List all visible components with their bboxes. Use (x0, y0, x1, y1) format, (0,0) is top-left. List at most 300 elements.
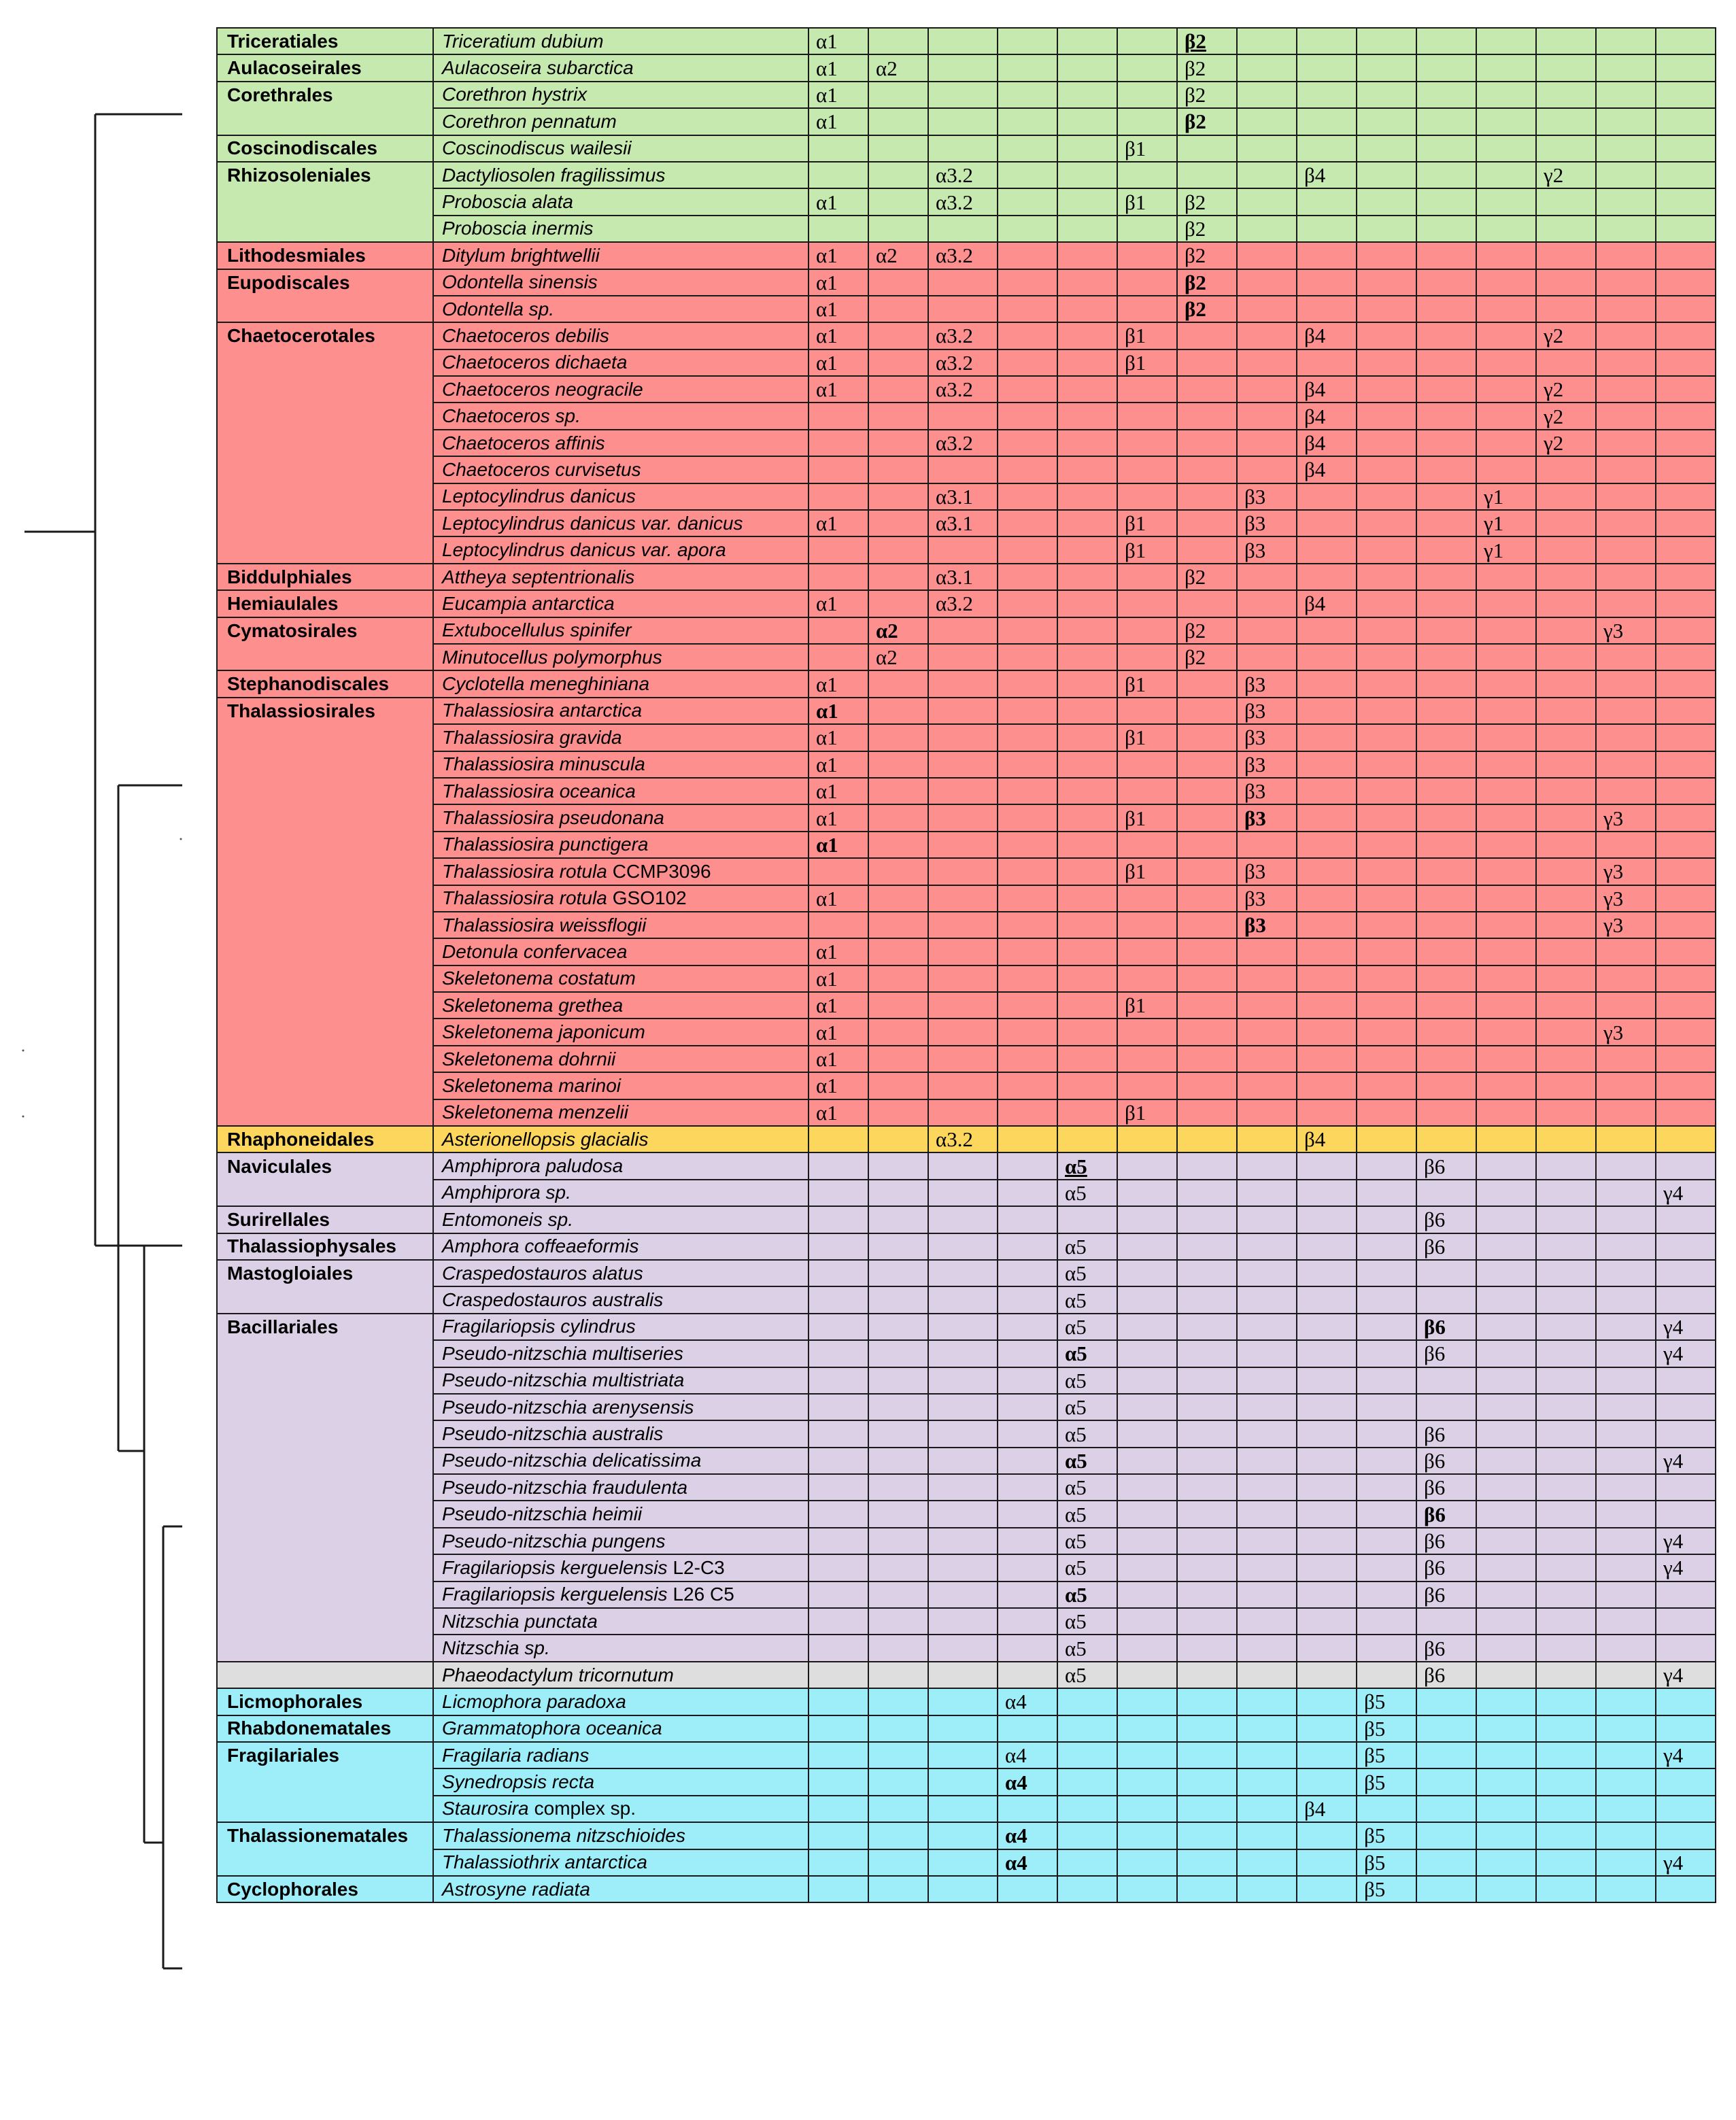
subunit-cell (1536, 536, 1596, 563)
subunit-cell (1237, 54, 1297, 81)
subunit-cell (1057, 804, 1117, 831)
subunit-cell (1297, 1448, 1357, 1474)
subunit-cell (868, 162, 928, 188)
subunit-cell (998, 698, 1057, 724)
subunit-cell: α4 (998, 1849, 1057, 1876)
subunit-cell (1297, 216, 1357, 242)
order-cell (217, 885, 433, 912)
subunit-cell (1536, 1715, 1596, 1742)
subunit-cell (1177, 162, 1237, 188)
table-row (217, 670, 1716, 697)
subunit-cell: α3.2 (928, 590, 998, 617)
subunit-cell: β6 (1416, 1528, 1476, 1554)
subunit-cell (868, 536, 928, 563)
subunit-cell (1357, 376, 1416, 403)
subunit-cell (809, 1474, 868, 1501)
subunit-cell (1656, 1286, 1716, 1313)
subunit-cell (1476, 1206, 1536, 1233)
subunit-cell (1117, 1742, 1177, 1768)
species-name: Pseudo-nitzschia australis (442, 1423, 664, 1444)
table-row (217, 1152, 1716, 1179)
subunit-cell (1596, 188, 1656, 215)
subunit-cell (868, 1072, 928, 1099)
subunit-cell (1476, 992, 1536, 1019)
subunit-cell (809, 1876, 868, 1902)
species-cell (433, 858, 809, 885)
subunit-cell (1117, 885, 1177, 912)
subunit-cell (1416, 1126, 1476, 1152)
subunit-cell (1656, 1501, 1716, 1527)
species-name: Chaetoceros debilis (442, 324, 609, 346)
subunit-cell (1416, 992, 1476, 1019)
table-row (217, 1768, 1716, 1795)
subunit-cell (1596, 590, 1656, 617)
order-cell: Mastogloiales (217, 1260, 433, 1286)
subunit-cell (998, 1019, 1057, 1045)
subunit-cell (928, 1394, 998, 1420)
subunit-cell (1416, 832, 1476, 858)
subunit-cell (1656, 536, 1716, 563)
subunit-cell (1596, 483, 1656, 510)
subunit-cell: α5 (1057, 1608, 1117, 1635)
subunit-cell (868, 456, 928, 483)
table-row (217, 885, 1716, 912)
subunit-cell (1476, 1448, 1536, 1474)
subunit-cell (1536, 1367, 1596, 1394)
species-name: Thalassiosira weissflogii (442, 914, 647, 936)
subunit-cell (1177, 832, 1237, 858)
subunit-cell (1117, 832, 1177, 858)
subunit-cell (868, 804, 928, 831)
subunit-cell (1357, 1448, 1416, 1474)
subunit-cell (1237, 1796, 1297, 1822)
subunit-cell (1536, 1876, 1596, 1902)
subunit-cell (1237, 1126, 1297, 1152)
subunit-cell (809, 1340, 868, 1367)
subunit-cell (1237, 992, 1297, 1019)
species-name: Pseudo-nitzschia arenysensis (442, 1396, 694, 1418)
subunit-cell (1117, 1582, 1177, 1608)
table-row (217, 1394, 1716, 1420)
species-cell (433, 1394, 809, 1420)
table-row (217, 403, 1716, 429)
subunit-cell (868, 724, 928, 751)
subunit-cell (928, 992, 998, 1019)
species-name: Licmophora paradoxa (442, 1690, 626, 1712)
species-name: Pseudo-nitzschia pungens (442, 1530, 666, 1552)
subunit-cell (1237, 1314, 1297, 1340)
table-row (217, 456, 1716, 483)
order-cell (217, 1394, 433, 1420)
species-cell (433, 912, 809, 938)
species-name: Thalassiosira rotula (442, 887, 607, 909)
strain-label: L2-C3 (673, 1556, 725, 1578)
species-cell (433, 804, 809, 831)
subunit-cell (1057, 403, 1117, 429)
subunit-cell (998, 483, 1057, 510)
order-cell (217, 992, 433, 1019)
subunit-cell (1117, 1126, 1177, 1152)
subunit-cell (1596, 992, 1656, 1019)
subunit-cell (1357, 564, 1416, 590)
table-row (217, 1608, 1716, 1635)
subunit-cell: α1 (809, 724, 868, 751)
subunit-cell (868, 1046, 928, 1072)
subunit-cell (1057, 269, 1117, 296)
subunit-cell (1656, 617, 1716, 644)
subunit-cell (1297, 1072, 1357, 1099)
subunit-cell (1536, 296, 1596, 322)
order-cell (217, 1528, 433, 1554)
subunit-cell (1117, 912, 1177, 938)
subunit-cell: β2 (1177, 28, 1237, 54)
subunit-cell (809, 1582, 868, 1608)
species-name: Detonula confervacea (442, 940, 628, 962)
species-name: Proboscia inermis (442, 218, 594, 239)
subunit-cell (1057, 1688, 1117, 1715)
subunit-cell (928, 965, 998, 992)
species-name: Thalassiosira gravida (442, 726, 622, 748)
subunit-cell: α5 (1057, 1152, 1117, 1179)
subunit-cell (1237, 1474, 1297, 1501)
subunit-cell (1357, 82, 1416, 108)
subunit-cell: β4 (1297, 322, 1357, 349)
subunit-cell (1476, 296, 1536, 322)
subunit-cell (1656, 510, 1716, 536)
subunit-cell (928, 644, 998, 670)
subunit-cell (1596, 1099, 1656, 1126)
species-name: Leptocylindrus danicus (442, 485, 636, 507)
subunit-cell: β6 (1416, 1635, 1476, 1661)
subunit-cell (1117, 28, 1177, 54)
subunit-cell (1117, 778, 1177, 804)
subunit-cell (1536, 670, 1596, 697)
species-cell (433, 1099, 809, 1126)
table-row (217, 1662, 1716, 1688)
subunit-cell (1117, 1662, 1177, 1688)
subunit-cell (868, 1554, 928, 1581)
subunit-cell: β5 (1357, 1688, 1416, 1715)
subunit-cell (809, 912, 868, 938)
subunit-cell (998, 108, 1057, 135)
subunit-cell (1476, 1099, 1536, 1126)
subunit-cell: α5 (1057, 1474, 1117, 1501)
subunit-cell (1357, 349, 1416, 376)
subunit-cell (1536, 885, 1596, 912)
subunit-cell (1057, 536, 1117, 563)
subunit-cell (1536, 965, 1596, 992)
subunit-cell (1117, 269, 1177, 296)
subunit-cell (1357, 1474, 1416, 1501)
subunit-cell (1117, 1046, 1177, 1072)
subunit-cell (1656, 590, 1716, 617)
subunit-cell (868, 322, 928, 349)
subunit-cell (1237, 1849, 1297, 1876)
subunit-cell (1596, 778, 1656, 804)
subunit-cell (1536, 1796, 1596, 1822)
subunit-cell (1416, 269, 1476, 296)
subunit-cell (1297, 564, 1357, 590)
subunit-cell (998, 349, 1057, 376)
species-name: Thalassiothrix antarctica (442, 1851, 647, 1873)
subunit-cell (1476, 216, 1536, 242)
table-row (217, 269, 1716, 296)
subunit-cell (1297, 1394, 1357, 1420)
subunit-cell (1596, 269, 1656, 296)
subunit-cell (1476, 1260, 1536, 1286)
subunit-cell (1357, 1072, 1416, 1099)
subunit-cell (1596, 28, 1656, 54)
subunit-cell (1656, 1019, 1716, 1045)
subunit-cell (1357, 751, 1416, 778)
subunit-cell (1476, 28, 1536, 54)
subunit-cell (1177, 670, 1237, 697)
species-cell (433, 349, 809, 376)
subunit-cell (1177, 885, 1237, 912)
subunit-cell (1297, 1608, 1357, 1635)
order-cell (217, 1046, 433, 1072)
subunit-cell (1476, 1340, 1536, 1367)
subunit-cell: γ3 (1596, 804, 1656, 831)
subunit-cell (1117, 1849, 1177, 1876)
subunit-cell (1416, 54, 1476, 81)
subunit-cell (868, 1314, 928, 1340)
subunit-cell (1057, 778, 1117, 804)
table-row (217, 108, 1716, 135)
subunit-cell: β3 (1237, 804, 1297, 831)
subunit-cell (1297, 483, 1357, 510)
subunit-cell (1476, 778, 1536, 804)
subunit-cell (1237, 1206, 1297, 1233)
subunit-cell (1656, 1608, 1716, 1635)
subunit-cell (998, 590, 1057, 617)
subunit-cell (998, 1501, 1057, 1527)
species-cell (433, 938, 809, 965)
species-cell (433, 1582, 809, 1608)
subunit-cell: α5 (1057, 1233, 1117, 1260)
subunit-cell (1357, 1501, 1416, 1527)
subunit-cell: α3.2 (928, 162, 998, 188)
subunit-cell: α3.1 (928, 564, 998, 590)
order-cell (217, 349, 433, 376)
table-row (217, 617, 1716, 644)
species-name: Fragilariopsis kerguelensis (442, 1556, 668, 1578)
subunit-cell (1057, 1206, 1117, 1233)
subunit-cell (1596, 1796, 1656, 1822)
subunit-cell (1297, 188, 1357, 215)
subunit-cell (1656, 1768, 1716, 1795)
subunit-cell (928, 885, 998, 912)
subunit-cell (998, 965, 1057, 992)
subunit-cell (1297, 992, 1357, 1019)
subunit-cell (1357, 242, 1416, 269)
species-cell (433, 296, 809, 322)
subunit-cell (809, 1635, 868, 1661)
subunit-cell (1057, 1742, 1117, 1768)
subunit-cell (998, 1286, 1057, 1313)
subunit-cell (928, 1796, 998, 1822)
subunit-cell (1117, 403, 1177, 429)
subunit-cell (1057, 483, 1117, 510)
subunit-cell (1117, 1822, 1177, 1849)
species-name: Coscinodiscus wailesii (442, 137, 632, 159)
subunit-cell (809, 1233, 868, 1260)
subunit-cell (809, 430, 868, 456)
subunit-cell (1416, 376, 1476, 403)
species-name: Thalassiosira oceanica (442, 780, 636, 802)
subunit-cell: γ4 (1656, 1340, 1716, 1367)
subunit-cell (1476, 965, 1536, 992)
subunit-cell: α3.2 (928, 376, 998, 403)
subunit-cell (998, 1394, 1057, 1420)
table-row (217, 804, 1716, 831)
subunit-cell (1177, 1849, 1237, 1876)
subunit-cell (1536, 1608, 1596, 1635)
subunit-cell: β5 (1357, 1849, 1416, 1876)
subunit-cell (809, 1662, 868, 1688)
subunit-cell (1476, 938, 1536, 965)
subunit-cell (998, 54, 1057, 81)
subunit-cell: β6 (1416, 1233, 1476, 1260)
subunit-cell: β5 (1357, 1715, 1416, 1742)
subunit-cell (1357, 1233, 1416, 1260)
subunit-cell: α1 (809, 376, 868, 403)
subunit-cell (1297, 778, 1357, 804)
order-cell: Hemiaulales (217, 590, 433, 617)
subunit-cell (809, 1448, 868, 1474)
subunit-cell (1416, 349, 1476, 376)
subunit-cell (1357, 1286, 1416, 1313)
subunit-cell (1177, 1099, 1237, 1126)
table-row (217, 1582, 1716, 1608)
subunit-cell (1416, 1849, 1476, 1876)
table-row (217, 1448, 1716, 1474)
subunit-cell (1416, 1367, 1476, 1394)
subunit-cell (1416, 1072, 1476, 1099)
species-name: Chaetoceros affinis (442, 432, 605, 454)
subunit-cell: α1 (809, 510, 868, 536)
species-cell (433, 590, 809, 617)
species-name: Extubocellulus spinifer (442, 619, 632, 641)
subunit-cell (1177, 1340, 1237, 1367)
subunit-cell (998, 1608, 1057, 1635)
subunit-cell (1476, 430, 1536, 456)
subunit-cell (1237, 188, 1297, 215)
order-cell (217, 1448, 433, 1474)
subunit-cell (1536, 1152, 1596, 1179)
subunit-cell (1117, 1688, 1177, 1715)
subunit-cell (1177, 536, 1237, 563)
subunit-cell (1117, 216, 1177, 242)
subunit-cell (1237, 1688, 1297, 1715)
subunit-cell (868, 1394, 928, 1420)
subunit-cell (1357, 28, 1416, 54)
subunit-cell (809, 617, 868, 644)
subunit-cell (1057, 162, 1117, 188)
subunit-cell (1177, 322, 1237, 349)
subunit-cell (809, 1260, 868, 1286)
order-cell: Lithodesmiales (217, 242, 433, 269)
subunit-cell (1416, 483, 1476, 510)
subunit-cell (1656, 1367, 1716, 1394)
subunit-cell (1237, 376, 1297, 403)
subunit-cell (1656, 349, 1716, 376)
subunit-cell (1237, 216, 1297, 242)
subunit-cell (1117, 1474, 1177, 1501)
subunit-cell (1117, 1608, 1177, 1635)
order-cell (217, 912, 433, 938)
subunit-cell (1237, 1099, 1297, 1126)
subunit-cell: β2 (1177, 564, 1237, 590)
subunit-cell (1357, 269, 1416, 296)
subunit-cell (1596, 135, 1656, 162)
subunit-cell (1416, 1046, 1476, 1072)
subunit-cell (1596, 1126, 1656, 1152)
subunit-cell (868, 1822, 928, 1849)
subunit-cell (1416, 403, 1476, 429)
subunit-cell: α1 (809, 1019, 868, 1045)
diatom-table (216, 27, 1716, 1903)
subunit-cell (998, 858, 1057, 885)
subunit-cell (928, 1367, 998, 1394)
order-cell (217, 1072, 433, 1099)
subunit-cell (1357, 430, 1416, 456)
subunit-cell (1536, 456, 1596, 483)
subunit-cell (809, 135, 868, 162)
subunit-cell (998, 376, 1057, 403)
subunit-cell (1476, 1688, 1536, 1715)
subunit-cell: β5 (1357, 1768, 1416, 1795)
subunit-cell (1476, 1715, 1536, 1742)
subunit-cell (1297, 1849, 1357, 1876)
subunit-cell (1536, 1822, 1596, 1849)
order-cell (217, 778, 433, 804)
subunit-cell (1357, 965, 1416, 992)
subunit-cell (1057, 296, 1117, 322)
species-name: Skeletonema dohrnii (442, 1048, 616, 1070)
subunit-cell (1476, 1849, 1536, 1876)
species-name: Synedropsis recta (442, 1771, 595, 1793)
subunit-cell: β5 (1357, 1822, 1416, 1849)
subunit-cell (868, 1474, 928, 1501)
subunit-cell (1536, 1420, 1596, 1447)
subunit-cell (1237, 1501, 1297, 1527)
subunit-cell (928, 1501, 998, 1527)
subunit-cell (1237, 1635, 1297, 1661)
subunit-cell (1416, 804, 1476, 831)
subunit-cell (1536, 1046, 1596, 1072)
species-cell (433, 1876, 809, 1902)
subunit-cell (998, 1206, 1057, 1233)
species-name: Skeletonema japonicum (442, 1021, 645, 1043)
order-cell (217, 1554, 433, 1581)
subunit-cell (928, 778, 998, 804)
subunit-cell: α5 (1057, 1662, 1117, 1688)
table-row (217, 1876, 1716, 1902)
order-cell (217, 108, 433, 135)
subunit-cell (1057, 992, 1117, 1019)
subunit-cell: β3 (1237, 670, 1297, 697)
subunit-cell (1357, 698, 1416, 724)
subunit-cell (1297, 510, 1357, 536)
subunit-cell (1596, 1635, 1656, 1661)
species-cell (433, 644, 809, 670)
subunit-cell (928, 1768, 998, 1795)
subunit-cell (1117, 938, 1177, 965)
subunit-cell (1297, 82, 1357, 108)
subunit-cell (1476, 1046, 1536, 1072)
subunit-cell: β6 (1416, 1420, 1476, 1447)
